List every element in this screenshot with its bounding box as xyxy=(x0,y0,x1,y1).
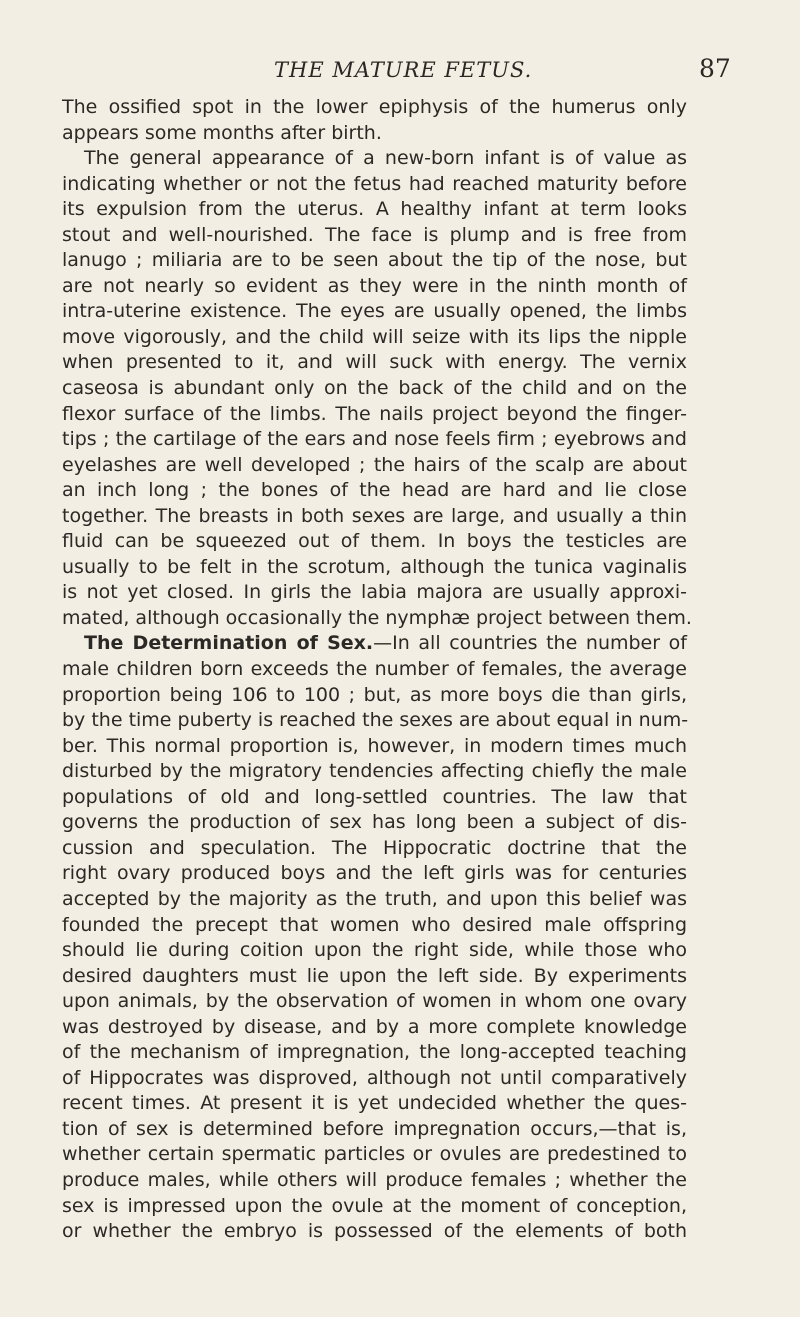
text-line: upon animals, by the observation of women in whom one ovary xyxy=(62,990,687,1013)
text-line: founded the precept that women who desired male offspring xyxy=(62,913,687,936)
text-line: produce males, while others will produce females ; whether the xyxy=(62,1168,687,1191)
text-line: should lie during coition upon the right side, while those who xyxy=(62,939,687,962)
text-line: by the time puberty is reached the sexes are about equal in num- xyxy=(62,709,689,732)
text-line: The ossified spot in the lower epiphysis of the humerus only xyxy=(62,96,687,118)
text-line: was destroyed by disease, and by a more complete knowledge xyxy=(62,1015,687,1038)
text-line: flexor surface of the limbs. The nails project beyond the finger- xyxy=(62,402,687,425)
text-line: lanugo ; miliaria are to be seen about the tip of the nose, but xyxy=(62,249,687,272)
text-line: proportion being 106 to 100 ; but, as more boys die than girls, xyxy=(62,683,687,706)
text-line: cussion and speculation. The Hippocratic doctrine that the xyxy=(62,836,687,859)
text-line: of Hippocrates was disproved, although not until comparatively xyxy=(62,1066,687,1089)
section-heading-continuation: —In all countries the number of xyxy=(373,632,687,655)
text-line: an inch long ; the bones of the head are hard and lie close xyxy=(62,479,687,502)
text-line: desired daughters must lie upon the left side. By experiments xyxy=(62,964,687,987)
text-line: fluid can be squeezed out of them. In boys the testicles are xyxy=(62,530,687,553)
text-line: male children born exceeds the number of females, the average xyxy=(62,658,687,681)
text-line: populations of old and long-settled countries. The law that xyxy=(62,785,687,808)
text-line: tion of sex is determined before impregnation occurs,—that is, xyxy=(62,1117,687,1140)
section-heading-line xyxy=(62,631,687,657)
text-line: move vigorously, and the child will seize with its lips the nipple xyxy=(62,325,687,348)
text-line: whether certain spermatic particles or ovules are predestined to xyxy=(62,1143,687,1166)
running-head: THE MATURE FETUS. xyxy=(274,58,533,82)
text-line: governs the production of sex has long been a subject of dis- xyxy=(62,811,687,834)
page-header xyxy=(0,52,800,86)
page-number: 87 xyxy=(699,54,731,83)
text-line: recent times. At present it is yet undecided whether the ques- xyxy=(62,1092,687,1115)
text-line: when presented to it, and will suck with energy. The vernix xyxy=(62,351,687,374)
text-line: appears some months after birth. xyxy=(62,121,382,144)
text-line: mated, although occasionally the nymphæ project between them. xyxy=(62,606,692,629)
text-line: accepted by the majority as the truth, and upon this belief was xyxy=(62,887,687,910)
text-line: caseosa is abundant only on the back of the child and on the xyxy=(62,377,687,400)
text-line: sex is impressed upon the ovule at the moment of conception, xyxy=(62,1194,687,1217)
text-line: of the mechanism of impregnation, the long-accepted teaching xyxy=(62,1041,687,1064)
text-line: are not nearly so evident as they were in the ninth month of xyxy=(62,274,687,297)
text-line: disturbed by the migratory tendencies affecting chiefly the male xyxy=(62,760,687,783)
text-line: or whether the embryo is possessed of the elements of both xyxy=(62,1220,687,1243)
text-line: is not yet closed. In girls the labia majora are usually approxi- xyxy=(62,581,687,604)
text-line: The general appearance of a new-born infant is of value as xyxy=(84,147,687,170)
text-line: indicating whether or not the fetus had reached maturity before xyxy=(62,172,687,195)
text-line: its expulsion from the uterus. A healthy infant at term looks xyxy=(62,198,687,221)
text-line: stout and well-nourished. The face is plump and is free from xyxy=(62,223,687,246)
text-line: intra-uterine existence. The eyes are usually opened, the limbs xyxy=(62,300,687,323)
text-line: tips ; the cartilage of the ears and nose feels firm ; eyebrows and xyxy=(62,428,687,451)
section-heading: The Determination of Sex. xyxy=(84,632,374,655)
text-line: right ovary produced boys and the left girls was for centuries xyxy=(62,862,687,885)
text-line: eyelashes are well developed ; the hairs of the scalp are about xyxy=(62,453,687,476)
text-line: together. The breasts in both sexes are large, and usually a thin xyxy=(62,504,687,527)
text-line: usually to be felt in the scrotum, although the tunica vaginalis xyxy=(62,555,687,578)
text-line: ber. This normal proportion is, however, in modern times much xyxy=(62,734,687,757)
body-text xyxy=(62,95,692,1245)
